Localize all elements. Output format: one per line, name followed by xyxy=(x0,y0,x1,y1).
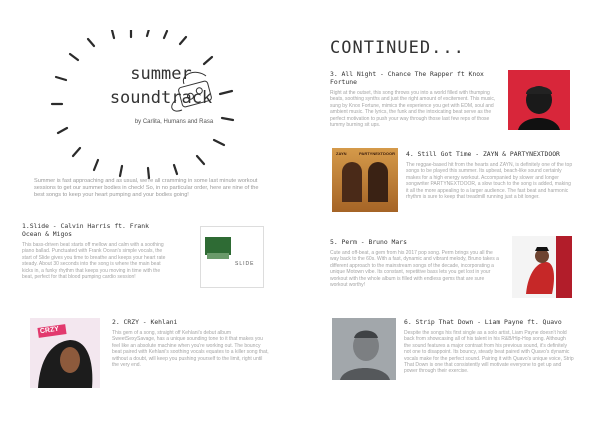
page-title xyxy=(96,62,226,110)
song-description: This bass-driven beat starts off mellow and calm with a soothing piano ballad. Punctuated with Frank Ocean's simple vocals, the start of Slide gives you time to breathe and keeps your heart rate steady. About 30 seconds into the song is where the main beat kicks in, a funky rhythm that keeps you moving in time with the beat, perfect for that blood pumping cardio session! xyxy=(22,242,166,281)
song-description: The reggae-based hit from the hearts and ZAYN, is definitely one of the top songs to be played this summer. Its upbeat, beach-like sound certainly makes for a high energy workout. Accompanied by slower and longer songwriter PARTYNEXTDOOR, a slow touch to the song is added, making it all the more appealing to a larger audience. The fast beat and harmonic rhythm is sure to keep that treadmill running just a bit longer. xyxy=(406,162,573,201)
continued-heading: CONTINUED... xyxy=(330,38,465,58)
song-description: This gem of a song, straight off Kehlani's debut album SweetSexySavage, has a unique sounding tone to it that makes you feel like an absolute machine when you're working out. The bouncy beat paired with Kehlani's soothing vocals equates to a killer song that, without a doubt, will keep you pushing yourself to the limit, right until the very end. xyxy=(112,330,269,369)
album-cover-perm xyxy=(512,236,572,298)
album-cover-slide xyxy=(200,226,264,288)
byline: by Carlita, Humans and Rasa xyxy=(134,119,214,125)
song-heading: 2. CRZY - Kehlani xyxy=(112,318,178,326)
cover-label: SLIDE xyxy=(235,261,255,267)
song-heading: 6. Strip That Down - Liam Payne ft. Quavo xyxy=(404,318,562,326)
song-heading: 3. All Night - Chance The Rapper ft Knox Fortune xyxy=(330,70,484,86)
song-heading: 1.Slide - Calvin Harris ft. Frank Ocean & Migos xyxy=(22,222,149,238)
album-cover-strip-that-down xyxy=(332,318,396,380)
cover-label: CRZY xyxy=(39,325,60,336)
right-page xyxy=(300,0,600,424)
album-cover-crzy xyxy=(30,318,100,388)
song-description: Cute and off-beat, a gem from his 2017 pop song. Perm brings you all the way back to the 60s. With a fast, dynamic and vibrant melody, Bruno takes a different approach to the mainstream songs of the decade, incorporating a unique Motown vibe. Its constant, repetitive bass lets you get lost in your workout with the whole album is filled with endless gems that are sure workout worthy! xyxy=(330,250,499,289)
song-entry-strip-that-down xyxy=(404,318,574,375)
figure-left xyxy=(342,162,362,202)
album-cover-all-night xyxy=(508,70,570,130)
cover-label-partynextdoor: PARTYNEXTDOOR xyxy=(359,151,395,156)
song-entry-crzy xyxy=(112,318,270,368)
intro-paragraph: Summer is fast approaching and as usual, we're all cramming in some last minute workout sessions to get our summer bodies in check! So, in no particular order, here are nine of the best songs to keep your heart pumping and your bodies going! xyxy=(34,178,259,199)
song-description: Right at the outset, this song throws you into a world filled with thumping beats, soothing synths and just the right amount of excitement. This music, sung by Knox Fortune, mimics the experience you get with EDM, soul and ambient music. The lyrics, the funk and the intoxicating beat serve as the perfect motivation to push your way through those last few reps of those tummy burning sit ups. xyxy=(330,90,496,129)
cover-label-zayn: ZAYN xyxy=(336,151,347,156)
song-entry-all-night xyxy=(330,70,500,128)
song-heading: 4. Still Got Time - ZAYN & PARTYNEXTDOOR xyxy=(406,150,560,158)
song-entry-slide xyxy=(22,222,172,280)
palm-photo-base xyxy=(207,253,229,259)
liam-payne-portrait xyxy=(332,318,396,380)
bruno-mars-figure xyxy=(512,236,572,298)
artist-silhouette xyxy=(508,70,570,130)
title-line-summer: summer xyxy=(130,64,192,84)
song-description: Despite the songs his first single as a solo artist, Liam Payne doesn't hold back from showcasing all of his talent in his R&B/Hip-Hop song. Although the sound features a major contrast from his previous sound, it's definitely not one to disappoint. Its bouncy, steady beat paired with Quavo's dynamic vocals make for the perfect sound. Pairing it with Quavo's unique voice, Strip That Down is one that consistently will motivate everyone to get up and power through their exercise. xyxy=(404,330,574,375)
song-heading: 5. Perm - Bruno Mars xyxy=(330,238,407,246)
song-entry-still-got-time xyxy=(406,150,574,200)
album-cover-still-got-time xyxy=(332,148,398,212)
figure-right xyxy=(368,162,388,202)
title-line-soundtrack: soundtrack xyxy=(109,88,213,108)
song-entry-perm xyxy=(330,238,500,288)
